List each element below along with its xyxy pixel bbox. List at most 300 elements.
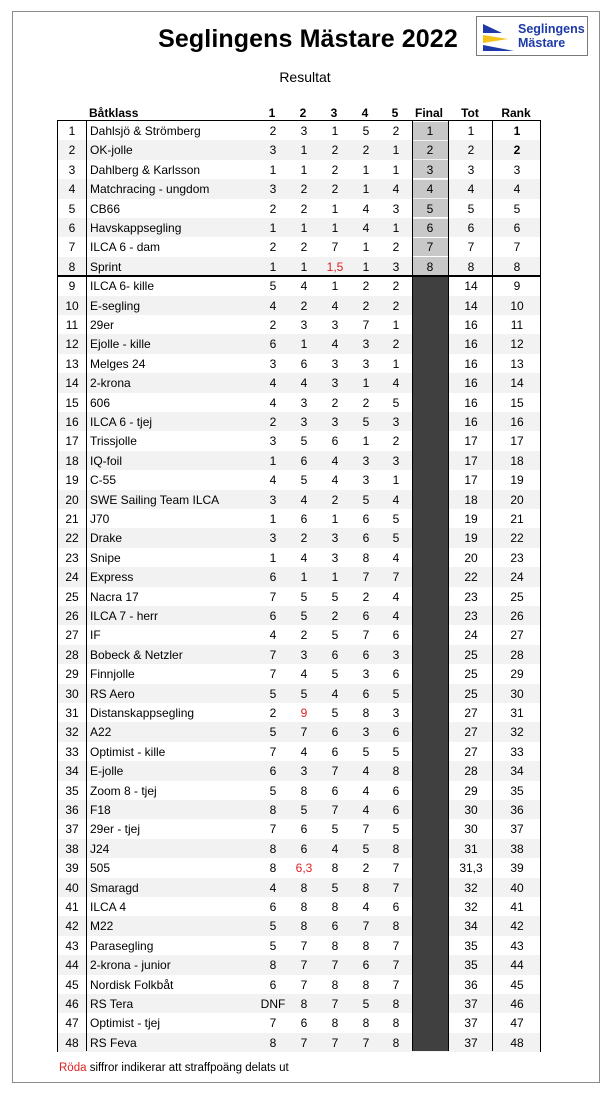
rank-value: 46 bbox=[510, 997, 524, 1011]
rank-value: 20 bbox=[510, 492, 524, 507]
boat-class-name: Havskappsegling bbox=[90, 221, 182, 235]
race-1-score: 1 bbox=[269, 221, 277, 235]
row-number: 46 bbox=[65, 997, 79, 1011]
table-row bbox=[58, 393, 540, 412]
final-score: 8 bbox=[426, 259, 434, 274]
race-2-score: 5 bbox=[300, 434, 308, 449]
row-number: 44 bbox=[65, 958, 79, 973]
race-4-score: 2 bbox=[362, 298, 370, 313]
race-2-score: 3 bbox=[300, 647, 308, 662]
race-4-score: 5 bbox=[362, 744, 370, 759]
rank-value: 13 bbox=[510, 356, 524, 371]
table-row bbox=[58, 936, 540, 955]
race-4-score: 5 bbox=[362, 997, 370, 1011]
table-row bbox=[58, 975, 540, 994]
sail-logo-icon bbox=[480, 21, 516, 53]
race-1-score: 4 bbox=[269, 473, 277, 488]
race-3-score: 3 bbox=[331, 531, 339, 546]
rank-value: 33 bbox=[510, 744, 524, 759]
boat-class-name: 2-krona bbox=[90, 376, 131, 391]
total-score: 30 bbox=[464, 822, 478, 837]
race-3-score: 7 bbox=[331, 1035, 339, 1050]
race-3-score: 2 bbox=[331, 182, 339, 197]
rank-value: 5 bbox=[513, 201, 521, 216]
row-number: 34 bbox=[65, 764, 79, 779]
race-5-score: 7 bbox=[392, 570, 400, 585]
table-row bbox=[58, 916, 540, 935]
row-number: 24 bbox=[65, 570, 79, 585]
final-score: 5 bbox=[426, 201, 434, 216]
table-row bbox=[58, 858, 540, 877]
race-2-score: 8 bbox=[300, 880, 308, 895]
race-2-score: 5 bbox=[300, 803, 308, 817]
race-4-score: 1 bbox=[362, 240, 370, 255]
race-4-score: 5 bbox=[362, 841, 370, 856]
boat-class-name: Dahlsjö & Strömberg bbox=[90, 124, 201, 138]
boat-class-name: Finnjolle bbox=[90, 667, 135, 682]
race-5-score: 6 bbox=[392, 628, 400, 643]
row-number: 3 bbox=[68, 162, 76, 177]
table-row bbox=[58, 276, 540, 295]
race-4-score: 7 bbox=[362, 822, 370, 837]
header-race-4: 4 bbox=[361, 106, 369, 120]
race-4-score: 4 bbox=[362, 221, 370, 235]
race-1-score: 7 bbox=[269, 822, 277, 837]
total-score: 25 bbox=[464, 686, 478, 701]
header-final: Final bbox=[414, 106, 443, 120]
race-4-score: 6 bbox=[362, 531, 370, 546]
race-2-score: 9 bbox=[300, 706, 308, 720]
race-4-score: 1 bbox=[362, 434, 370, 449]
total-score: 5 bbox=[467, 201, 475, 216]
race-5-score: 7 bbox=[392, 880, 400, 895]
race-5-score: 1 bbox=[392, 356, 400, 371]
boat-class-name: Optimist - tjej bbox=[90, 1016, 161, 1031]
race-4-score: 4 bbox=[362, 803, 370, 817]
race-1-score: 7 bbox=[269, 589, 277, 604]
column-divider bbox=[412, 121, 413, 1051]
table-row bbox=[58, 606, 540, 625]
boat-class-name: RS Feva bbox=[90, 1035, 137, 1050]
table-row bbox=[58, 819, 540, 838]
race-2-score: 3 bbox=[300, 124, 308, 138]
total-score: 35 bbox=[464, 958, 478, 973]
race-3-score: 5 bbox=[331, 822, 339, 837]
row-number: 38 bbox=[65, 841, 79, 856]
race-3-score: 2 bbox=[331, 162, 339, 177]
boat-class-name: J70 bbox=[90, 512, 110, 526]
boat-class-name: ILCA 6 - tjej bbox=[90, 415, 153, 429]
race-4-score: 2 bbox=[362, 143, 370, 158]
rank-value: 7 bbox=[513, 240, 521, 255]
race-4-score: 6 bbox=[362, 958, 370, 973]
final-score: 4 bbox=[426, 182, 434, 197]
total-score: 25 bbox=[464, 647, 478, 662]
race-4-score: 4 bbox=[362, 201, 370, 216]
row-number: 10 bbox=[65, 298, 79, 313]
race-3-score: 6 bbox=[331, 919, 339, 934]
race-5-score: 7 bbox=[392, 958, 400, 973]
race-5-score: 4 bbox=[392, 589, 400, 604]
race-2-score: 1 bbox=[300, 143, 308, 158]
total-score: 23 bbox=[464, 609, 478, 623]
race-1-score: 7 bbox=[269, 1016, 277, 1031]
race-2-score: 6,3 bbox=[295, 861, 313, 876]
race-5-score: 1 bbox=[392, 221, 400, 235]
race-2-score: 1 bbox=[300, 221, 308, 235]
rank-value: 3 bbox=[513, 162, 521, 177]
table-row bbox=[58, 567, 540, 586]
boat-class-name: Nordisk Folkbåt bbox=[90, 977, 174, 992]
row-number: 19 bbox=[65, 473, 79, 488]
boat-class-name: RS Aero bbox=[90, 686, 135, 701]
table-row bbox=[58, 1013, 540, 1032]
row-number: 37 bbox=[65, 822, 79, 837]
finalist-separator bbox=[58, 275, 540, 277]
race-3-score: 5 bbox=[331, 589, 339, 604]
total-score: 37 bbox=[464, 1016, 478, 1031]
race-3-score: 3 bbox=[331, 318, 339, 332]
race-3-score: 4 bbox=[331, 337, 339, 352]
boat-class-name: 29er - tjej bbox=[90, 822, 141, 837]
race-1-score: 4 bbox=[269, 880, 277, 895]
rank-value: 29 bbox=[510, 667, 524, 682]
race-1-score: 8 bbox=[269, 841, 277, 856]
row-number: 32 bbox=[65, 725, 79, 740]
table-row bbox=[58, 431, 540, 450]
race-4-score: 6 bbox=[362, 609, 370, 623]
table-row bbox=[58, 1033, 540, 1052]
race-3-score: 7 bbox=[331, 958, 339, 973]
race-3-score: 8 bbox=[331, 938, 339, 953]
race-1-score: 4 bbox=[269, 395, 277, 410]
race-1-score: 4 bbox=[269, 628, 277, 643]
race-3-score: 2 bbox=[331, 609, 339, 623]
race-3-score: 1 bbox=[331, 124, 339, 138]
boat-class-name: F18 bbox=[90, 803, 111, 817]
row-number: 14 bbox=[65, 376, 79, 391]
race-2-score: 1 bbox=[300, 570, 308, 585]
row-number: 33 bbox=[65, 744, 79, 759]
boat-class-name: IF bbox=[90, 628, 101, 643]
final-score: 1 bbox=[426, 124, 434, 138]
race-4-score: 7 bbox=[362, 628, 370, 643]
rank-value: 2 bbox=[513, 143, 521, 158]
race-5-score: 2 bbox=[392, 337, 400, 352]
row-number: 5 bbox=[68, 201, 76, 216]
race-4-score: 3 bbox=[362, 337, 370, 352]
race-3-score: 6 bbox=[331, 647, 339, 662]
race-2-score: 3 bbox=[300, 764, 308, 779]
race-4-score: 2 bbox=[362, 861, 370, 876]
table-header bbox=[57, 106, 541, 120]
row-number: 35 bbox=[65, 783, 79, 798]
race-3-score: 1,5 bbox=[326, 259, 344, 274]
race-3-score: 8 bbox=[331, 861, 339, 876]
race-3-score: 6 bbox=[331, 744, 339, 759]
race-1-score: 7 bbox=[269, 744, 277, 759]
total-score: 24 bbox=[464, 628, 478, 643]
race-1-score: 5 bbox=[269, 725, 277, 740]
boat-class-name: Parasegling bbox=[90, 938, 154, 953]
total-score: 22 bbox=[464, 570, 478, 585]
table-row bbox=[58, 645, 540, 664]
race-3-score: 5 bbox=[331, 667, 339, 682]
race-3-score: 1 bbox=[331, 570, 339, 585]
race-3-score: 3 bbox=[331, 376, 339, 391]
row-number: 42 bbox=[65, 919, 79, 934]
rank-value: 45 bbox=[510, 977, 524, 992]
boat-class-name: Trissjolle bbox=[90, 434, 137, 449]
race-2-score: 2 bbox=[300, 182, 308, 197]
race-5-score: 3 bbox=[392, 415, 400, 429]
race-3-score: 4 bbox=[331, 686, 339, 701]
table-row bbox=[58, 761, 540, 780]
boat-class-name: A22 bbox=[90, 725, 112, 740]
race-2-score: 6 bbox=[300, 1016, 308, 1031]
race-2-score: 3 bbox=[300, 395, 308, 410]
race-4-score: 4 bbox=[362, 900, 370, 914]
race-1-score: 7 bbox=[269, 667, 277, 682]
boat-class-name: E-jolle bbox=[90, 764, 124, 779]
boat-class-name: 2-krona - junior bbox=[90, 958, 171, 973]
race-2-score: 7 bbox=[300, 977, 308, 992]
race-5-score: 4 bbox=[392, 609, 400, 623]
race-2-score: 5 bbox=[300, 609, 308, 623]
race-3-score: 2 bbox=[331, 395, 339, 410]
race-5-score: 5 bbox=[392, 686, 400, 701]
race-4-score: 3 bbox=[362, 725, 370, 740]
final-score: 7 bbox=[426, 240, 434, 255]
rank-value: 24 bbox=[510, 570, 524, 585]
total-score: 16 bbox=[464, 376, 478, 391]
table-row bbox=[58, 994, 540, 1013]
race-4-score: 1 bbox=[362, 376, 370, 391]
table-row bbox=[58, 412, 540, 431]
boat-class-name: Sprint bbox=[90, 259, 122, 274]
race-2-score: 2 bbox=[300, 531, 308, 546]
total-score: 18 bbox=[464, 492, 478, 507]
row-number: 7 bbox=[68, 240, 76, 255]
row-number: 41 bbox=[65, 900, 79, 914]
rank-value: 9 bbox=[513, 279, 521, 294]
race-2-score: 7 bbox=[300, 725, 308, 740]
table-row bbox=[58, 664, 540, 683]
rank-value: 39 bbox=[510, 861, 524, 876]
total-score: 34 bbox=[464, 919, 478, 934]
table-row bbox=[58, 451, 540, 470]
race-3-score: 2 bbox=[331, 492, 339, 507]
race-3-score: 4 bbox=[331, 298, 339, 313]
race-5-score: 6 bbox=[392, 667, 400, 682]
row-number: 47 bbox=[65, 1016, 79, 1031]
race-3-score: 1 bbox=[331, 201, 339, 216]
rank-value: 42 bbox=[510, 919, 524, 934]
race-4-score: 8 bbox=[362, 938, 370, 953]
rank-value: 38 bbox=[510, 841, 524, 856]
total-score: 37 bbox=[464, 997, 478, 1011]
row-number: 48 bbox=[65, 1035, 79, 1050]
race-1-score: 3 bbox=[269, 492, 277, 507]
total-score: 31 bbox=[464, 841, 478, 856]
race-1-score: 5 bbox=[269, 938, 277, 953]
total-score: 6 bbox=[467, 221, 475, 235]
race-4-score: 7 bbox=[362, 1035, 370, 1050]
row-number: 26 bbox=[65, 609, 79, 623]
row-number: 27 bbox=[65, 628, 79, 643]
race-1-score: 2 bbox=[269, 318, 277, 332]
final-column-shade bbox=[412, 276, 448, 1051]
rank-value: 10 bbox=[510, 298, 524, 313]
rank-value: 36 bbox=[510, 803, 524, 817]
final-score: 2 bbox=[426, 143, 434, 158]
race-3-score: 5 bbox=[331, 706, 339, 720]
race-1-score: 1 bbox=[269, 512, 277, 526]
boat-class-name: Snipe bbox=[90, 550, 121, 565]
table-row bbox=[58, 703, 540, 722]
row-number: 36 bbox=[65, 803, 79, 817]
race-3-score: 1 bbox=[331, 279, 339, 294]
rank-value: 14 bbox=[510, 376, 524, 391]
race-5-score: 1 bbox=[392, 162, 400, 177]
race-5-score: 2 bbox=[392, 434, 400, 449]
rank-value: 19 bbox=[510, 473, 524, 488]
race-3-score: 4 bbox=[331, 473, 339, 488]
total-score: 2 bbox=[467, 143, 475, 158]
race-3-score: 1 bbox=[331, 512, 339, 526]
total-score: 29 bbox=[464, 783, 478, 798]
race-3-score: 7 bbox=[331, 764, 339, 779]
rank-value: 26 bbox=[510, 609, 524, 623]
race-4-score: 7 bbox=[362, 570, 370, 585]
race-5-score: 6 bbox=[392, 803, 400, 817]
total-score: 31,3 bbox=[459, 861, 483, 876]
race-2-score: 4 bbox=[300, 667, 308, 682]
column-divider bbox=[448, 121, 449, 1051]
logo bbox=[476, 16, 588, 56]
race-1-score: 7 bbox=[269, 647, 277, 662]
rank-value: 16 bbox=[510, 415, 524, 429]
boat-class-name: Bobeck & Netzler bbox=[90, 647, 183, 662]
race-1-score: 5 bbox=[269, 783, 277, 798]
race-1-score: 6 bbox=[269, 337, 277, 352]
table-row bbox=[58, 839, 540, 858]
rank-value: 48 bbox=[510, 1035, 524, 1050]
final-score: 3 bbox=[426, 162, 434, 177]
total-score: 7 bbox=[467, 240, 475, 255]
race-2-score: 6 bbox=[300, 453, 308, 468]
total-score: 17 bbox=[464, 473, 478, 488]
race-5-score: 5 bbox=[392, 512, 400, 526]
boat-class-name: J24 bbox=[90, 841, 110, 856]
rank-value: 15 bbox=[510, 395, 524, 410]
race-5-score: 2 bbox=[392, 279, 400, 294]
race-2-score: 8 bbox=[300, 997, 308, 1011]
race-4-score: 3 bbox=[362, 473, 370, 488]
race-5-score: 4 bbox=[392, 376, 400, 391]
race-4-score: 8 bbox=[362, 706, 370, 720]
race-1-score: 3 bbox=[269, 434, 277, 449]
race-1-score: 8 bbox=[269, 861, 277, 876]
race-2-score: 2 bbox=[300, 201, 308, 216]
race-4-score: 3 bbox=[362, 356, 370, 371]
rank-value: 23 bbox=[510, 550, 524, 565]
footnote-red-word: Röda bbox=[59, 1062, 87, 1074]
race-5-score: 8 bbox=[392, 1016, 400, 1031]
race-1-score: 6 bbox=[269, 900, 277, 914]
rank-value: 30 bbox=[510, 686, 524, 701]
race-5-score: 4 bbox=[392, 492, 400, 507]
total-score: 1 bbox=[467, 124, 475, 138]
race-2-score: 4 bbox=[300, 550, 308, 565]
total-score: 8 bbox=[467, 259, 475, 274]
race-4-score: 6 bbox=[362, 647, 370, 662]
rank-value: 32 bbox=[510, 725, 524, 740]
boat-class-name: 505 bbox=[90, 861, 111, 876]
race-2-score: 6 bbox=[300, 356, 308, 371]
table-row bbox=[58, 878, 540, 897]
header-race-5: 5 bbox=[391, 106, 399, 120]
race-5-score: 3 bbox=[392, 706, 400, 720]
total-score: 16 bbox=[464, 318, 478, 332]
race-3-score: 5 bbox=[331, 880, 339, 895]
race-3-score: 7 bbox=[331, 240, 339, 255]
column-divider bbox=[492, 121, 493, 1051]
race-1-score: 8 bbox=[269, 803, 277, 817]
race-4-score: 6 bbox=[362, 686, 370, 701]
header-rank: Rank bbox=[501, 106, 531, 120]
boat-class-name: Melges 24 bbox=[90, 356, 146, 371]
race-2-score: 4 bbox=[300, 376, 308, 391]
race-2-score: 2 bbox=[300, 628, 308, 643]
race-1-score: 6 bbox=[269, 764, 277, 779]
race-3-score: 8 bbox=[331, 1016, 339, 1031]
rank-value: 43 bbox=[510, 938, 524, 953]
total-score: 19 bbox=[464, 512, 478, 526]
rank-value: 22 bbox=[510, 531, 524, 546]
total-score: 27 bbox=[464, 706, 478, 720]
race-3-score: 8 bbox=[331, 900, 339, 914]
race-4-score: 1 bbox=[362, 182, 370, 197]
logo-line1: Seglingens bbox=[518, 22, 585, 36]
rank-value: 21 bbox=[510, 512, 524, 526]
boat-class-name: Matchracing - ungdom bbox=[90, 182, 210, 197]
table-row bbox=[58, 742, 540, 761]
total-score: 25 bbox=[464, 667, 478, 682]
race-4-score: 7 bbox=[362, 318, 370, 332]
header-race-2: 2 bbox=[299, 106, 307, 120]
race-4-score: 4 bbox=[362, 764, 370, 779]
race-4-score: 1 bbox=[362, 259, 370, 274]
race-1-score: 3 bbox=[269, 182, 277, 197]
boat-class-name: ILCA 4 bbox=[90, 900, 127, 914]
rank-value: 25 bbox=[510, 589, 524, 604]
total-score: 14 bbox=[464, 279, 478, 294]
race-1-score: 1 bbox=[269, 550, 277, 565]
race-1-score: 8 bbox=[269, 1035, 277, 1050]
race-2-score: 4 bbox=[300, 279, 308, 294]
row-number: 4 bbox=[68, 182, 76, 197]
race-3-score: 6 bbox=[331, 783, 339, 798]
rank-value: 4 bbox=[513, 182, 521, 197]
race-1-score: 2 bbox=[269, 415, 277, 429]
race-4-score: 6 bbox=[362, 512, 370, 526]
race-2-score: 2 bbox=[300, 240, 308, 255]
race-1-score: 1 bbox=[269, 259, 277, 274]
table-row bbox=[58, 509, 540, 528]
page-title: Seglingens Mästare 2022 bbox=[158, 25, 458, 53]
table-row bbox=[58, 548, 540, 567]
